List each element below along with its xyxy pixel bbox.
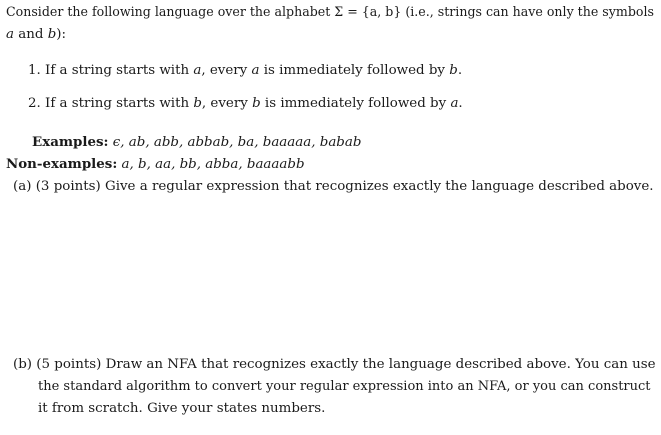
rule-symbol: b — [449, 63, 458, 78]
examples-values: ϵ, ab, abb, abbab, ba, baaaaa, babab — [112, 135, 362, 150]
rule-symbol: b — [252, 96, 261, 111]
part-a-label: (a) — [13, 179, 32, 194]
rule-text: . — [457, 63, 463, 78]
rule-text: . — [458, 96, 463, 111]
rule-symbol: b — [193, 96, 202, 111]
part-b-line-2 — [38, 380, 651, 393]
rule-number: 1. — [28, 63, 41, 78]
examples-line — [32, 136, 361, 149]
symbol-b: b — [47, 27, 57, 42]
intro-and: and — [13, 27, 48, 42]
symbol-a: a — [6, 27, 14, 42]
rule-text: If a string starts with — [45, 63, 194, 78]
examples-label: Examples: — [32, 134, 109, 150]
intro-text-1: Consider the following language over the alphabet Σ = {a, b} (i.e., strings can have only the symbols — [6, 4, 654, 19]
rule-item-2 — [28, 97, 463, 110]
part-b-text-1: Draw an NFA that recognizes exactly the language described above. You can use — [105, 357, 656, 372]
part-b-line-1 — [13, 358, 656, 371]
part-a-line — [13, 180, 654, 193]
rule-text: If a string starts with — [45, 96, 194, 111]
rule-symbol: a — [450, 96, 459, 111]
intro-end: ): — [56, 27, 67, 42]
part-b-points: (5 points) — [36, 357, 102, 372]
part-b-label: (b) — [13, 357, 33, 372]
part-a-points: (3 points) — [35, 179, 101, 194]
rule-text: , every — [201, 63, 252, 78]
rule-symbol: a — [251, 63, 260, 78]
non-examples-label: Non-examples: — [6, 156, 118, 172]
rule-symbol: a — [193, 63, 202, 78]
non-examples-values: a, b, aa, bb, abba, baaaabb — [121, 157, 305, 172]
intro-line-1 — [6, 6, 654, 19]
part-b-text-2: the standard algorithm to convert your regular expression into an NFA, or you can construct — [38, 379, 651, 394]
rule-text: is immediately followed by — [259, 63, 450, 78]
rule-item-1 — [28, 64, 462, 77]
non-examples-line — [6, 158, 305, 171]
part-b-text-3: it from scratch. Give your states numbers. — [38, 401, 326, 416]
intro-line-2 — [6, 28, 66, 41]
rule-number: 2. — [28, 96, 41, 111]
part-b-line-3 — [38, 402, 325, 415]
rule-text: is immediately followed by — [260, 96, 451, 111]
part-a-text: Give a regular expression that recognizes exactly the language described above. — [105, 179, 654, 194]
rule-text: , every — [201, 96, 253, 111]
